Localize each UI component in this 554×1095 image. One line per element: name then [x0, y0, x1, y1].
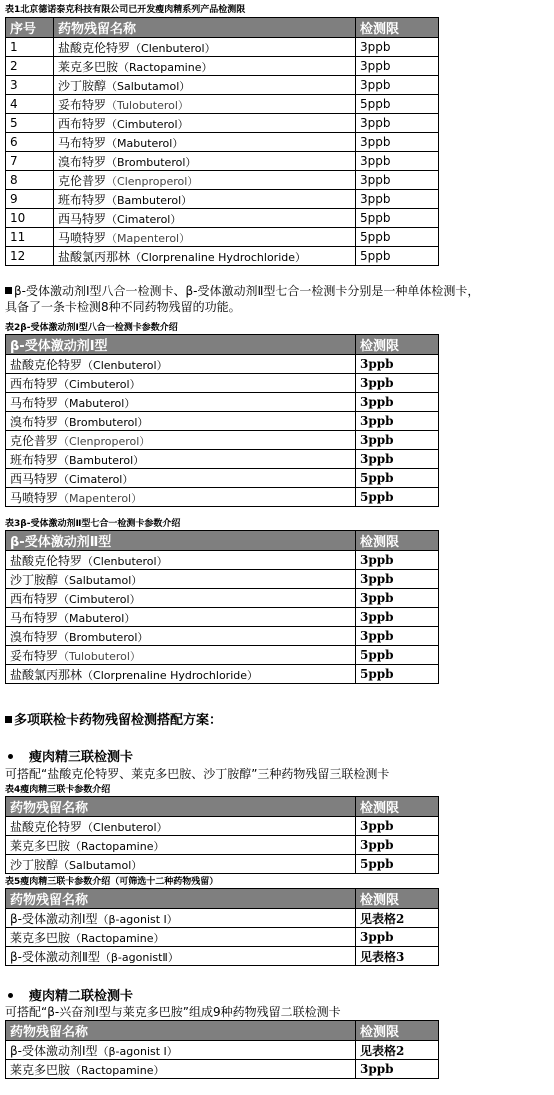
drug-name-cn: β-受体激动剂Ⅰ型: [10, 911, 98, 926]
detection-limit-cell: 5ppb: [356, 488, 439, 507]
row-number: 10: [6, 209, 54, 228]
drug-name-cn: 沙丁胺醇: [10, 572, 59, 587]
drug-name-en: （Salbutamol）: [58, 858, 143, 872]
table-row: [6, 228, 439, 247]
detection-limit-cell: 3ppb: [356, 836, 439, 855]
drug-name-en: （Cimbuterol）: [58, 592, 141, 606]
table-row: [6, 570, 439, 589]
table-row: [6, 947, 439, 966]
triple-card-desc: 可搭配“盐酸克伦特罗、莱克多巴胺、沙丁胺醇”三种药物残留三联检测卡: [5, 767, 390, 781]
drug-name-cell: [6, 412, 356, 431]
table-row: [6, 488, 439, 507]
table4-caption: 表4瘦肉精三联卡参数介绍: [5, 785, 111, 795]
drug-name-cell: [54, 228, 356, 247]
drug-name-en: （Cimaterol）: [58, 472, 134, 486]
drug-name-cell: [6, 551, 356, 570]
drug-name-cell: [6, 1060, 356, 1079]
drug-name-cell: [6, 488, 356, 507]
drug-name-en: （Clenbuterol）: [82, 554, 168, 568]
drug-name-en: （Mabuterol）: [58, 611, 136, 625]
drug-name-en: （Cimbuterol）: [106, 117, 189, 131]
drug-name-en: （Cimbuterol）: [58, 377, 141, 391]
drug-name-cell: [54, 133, 356, 152]
square-bullet-icon: [5, 716, 12, 723]
drug-name-cn: 溴布特罗: [10, 414, 59, 429]
table2-caption: 表2β-受体激动剂Ⅰ型八合一检测卡参数介绍: [5, 323, 178, 333]
table-row: [6, 665, 439, 684]
table-row: [6, 627, 439, 646]
row-number: 3: [6, 76, 54, 95]
column-header: 药物残留名称: [6, 797, 356, 817]
column-header: 检测限: [356, 531, 439, 551]
detection-limit-cell: 3ppb: [356, 1060, 439, 1079]
column-header: 药物残留名称: [6, 1021, 356, 1041]
column-header: 检测限: [356, 797, 439, 817]
table-row: [6, 646, 439, 665]
drug-name-cn: 莱克多巴胺: [58, 59, 119, 74]
detection-limit-cell: 3ppb: [356, 412, 439, 431]
table-row: [6, 817, 439, 836]
row-number: 6: [6, 133, 54, 152]
drug-name-cell: [6, 646, 356, 665]
table-row: [6, 190, 439, 209]
drug-name-cell: [54, 95, 356, 114]
table-row: [6, 450, 439, 469]
column-header: β-受体激动剂Ⅰ型: [6, 335, 356, 355]
detection-limit-cell: 3ppb: [356, 589, 439, 608]
intro-line2: 具备了一条卡检测8种不同药物残留的功能。: [5, 300, 241, 314]
drug-name-en: （Brombuterol）: [106, 155, 197, 169]
drug-name-en: （Clorprenaline Hydrochloride）: [82, 668, 259, 682]
square-bullet-icon: [5, 287, 12, 294]
bullet-dot-icon: [8, 993, 13, 998]
drug-name-cn: 马喷特罗: [58, 230, 107, 245]
column-header: 检测限: [356, 889, 439, 909]
intro-paragraph: [5, 283, 553, 315]
table-row: [6, 355, 439, 374]
table-row: [6, 374, 439, 393]
drug-name-cn: 克伦普罗: [10, 433, 59, 448]
row-number: 7: [6, 152, 54, 171]
drug-name-cell: [6, 928, 356, 947]
detection-limit-cell: 3ppb: [356, 190, 439, 209]
drug-name-cell: [6, 589, 356, 608]
table-row: [6, 608, 439, 627]
drug-name-cell: [6, 1041, 356, 1060]
drug-name-cell: [6, 665, 356, 684]
drug-name-cn: 盐酸氯丙那林: [58, 249, 131, 264]
drug-name-cn: 盐酸氯丙那林: [10, 667, 83, 682]
drug-name-cn: 沙丁胺醇: [10, 857, 59, 872]
drug-name-cell: [54, 38, 356, 57]
triple-card-title: 瘦肉精三联检测卡: [8, 746, 133, 765]
detection-limit-cell: 3ppb: [356, 374, 439, 393]
detection-limit-cell: 3ppb: [356, 928, 439, 947]
drug-name-cn: 班布特罗: [10, 452, 59, 467]
drug-name-cn: 马喷特罗: [10, 490, 59, 505]
detection-limit-cell: 3ppb: [356, 171, 439, 190]
table-row: [6, 589, 439, 608]
drug-name-cell: [6, 909, 356, 928]
detection-limit-cell: 5ppb: [356, 228, 439, 247]
detection-limit-cell: 3ppb: [356, 570, 439, 589]
drug-name-cell: [6, 836, 356, 855]
detection-limit-cell: 3ppb: [356, 627, 439, 646]
drug-name-cell: [6, 374, 356, 393]
drug-name-cell: [6, 855, 356, 874]
drug-name-en: （Bambuterol）: [106, 193, 193, 207]
detection-limit-cell: 5ppb: [356, 95, 439, 114]
detection-limit-cell: 3ppb: [356, 355, 439, 374]
drug-name-cell: [54, 171, 356, 190]
row-number: 9: [6, 190, 54, 209]
detection-limit-cell: 5ppb: [356, 855, 439, 874]
column-header: 序号: [6, 18, 54, 38]
drug-name-cell: [6, 431, 356, 450]
drug-name-cn: 盐酸克伦特罗: [10, 553, 83, 568]
detection-limit-cell: 5ppb: [356, 646, 439, 665]
drug-name-cell: [54, 152, 356, 171]
detection-limit-cell: 3ppb: [356, 38, 439, 57]
table-row: [6, 393, 439, 412]
drug-name-cn: 溴布特罗: [10, 629, 59, 644]
table-row: [6, 114, 439, 133]
double-card-title: 瘦肉精二联检测卡: [8, 985, 133, 1004]
beta-agonist-2-table: [5, 530, 439, 684]
table3-caption: 表3β-受体激动剂Ⅱ型七合一检测卡参数介绍: [5, 519, 181, 529]
drug-name-en: （β-agonistⅡ）: [99, 950, 179, 964]
table-header-row: [6, 1021, 439, 1041]
column-header: 药物残留名称: [6, 889, 356, 909]
drug-name-en: （Ractopamine）: [70, 931, 165, 945]
drug-name-en: （Mapenterol）: [58, 491, 143, 505]
table-row: [6, 469, 439, 488]
drug-name-en: （Brombuterol）: [58, 415, 149, 429]
row-number: 8: [6, 171, 54, 190]
row-number: 12: [6, 247, 54, 266]
detection-limit-cell: 3ppb: [356, 133, 439, 152]
triple-card-params-table: [5, 888, 439, 966]
row-number: 1: [6, 38, 54, 57]
table-header-row: [6, 889, 439, 909]
table-row: [6, 57, 439, 76]
drug-name-en: （Ractopamine）: [118, 60, 213, 74]
table-header-row: [6, 18, 439, 38]
table-header-row: [6, 335, 439, 355]
drug-name-cell: [6, 469, 356, 488]
detection-limit-cell: 3ppb: [356, 393, 439, 412]
table-row: [6, 1041, 439, 1060]
drug-name-en: （Ractopamine）: [70, 839, 165, 853]
drug-name-cell: [6, 570, 356, 589]
drug-name-cn: 盐酸克伦特罗: [58, 40, 131, 55]
detection-limit-cell: 3ppb: [356, 152, 439, 171]
triple-card-table: [5, 796, 439, 874]
detection-limit-cell: 见表格3: [356, 947, 439, 966]
table-row: [6, 855, 439, 874]
row-number: 2: [6, 57, 54, 76]
drug-name-cn: 克伦普罗: [58, 173, 107, 188]
drug-name-cell: [54, 190, 356, 209]
double-card-desc: 可搭配“β-兴奋剂Ⅰ型与莱克多巴胺”组成9种药物残留二联检测卡: [5, 1005, 341, 1019]
table-row: [6, 95, 439, 114]
detection-limit-cell: 3ppb: [356, 76, 439, 95]
drug-name-en: （β-agonist Ⅰ）: [97, 912, 178, 926]
table-header-row: [6, 531, 439, 551]
column-header: 检测限: [356, 1021, 439, 1041]
drug-name-en: （Clenproperol）: [106, 174, 199, 188]
table-row: [6, 412, 439, 431]
drug-name-cell: [54, 114, 356, 133]
drug-name-en: （Clenbuterol）: [82, 358, 168, 372]
drug-name-cn: 西马特罗: [10, 471, 59, 486]
detection-limit-cell: 3ppb: [356, 114, 439, 133]
table-row: [6, 909, 439, 928]
drug-name-en: （Mapenterol）: [106, 231, 191, 245]
drug-name-en: （Tulobuterol）: [106, 98, 189, 112]
detection-limit-cell: 5ppb: [356, 209, 439, 228]
drug-name-cn: 班布特罗: [58, 192, 107, 207]
section-title: 多项联检卡药物残留检测搭配方案：: [5, 709, 222, 728]
drug-name-cell: [54, 209, 356, 228]
table-row: [6, 836, 439, 855]
table-row: [6, 76, 439, 95]
table-row: [6, 551, 439, 570]
drug-name-cell: [54, 76, 356, 95]
row-number: 5: [6, 114, 54, 133]
drug-name-cell: [6, 608, 356, 627]
table-row: [6, 928, 439, 947]
table-row: [6, 133, 439, 152]
drug-name-cn: 溴布特罗: [58, 154, 107, 169]
column-header: 检测限: [356, 18, 439, 38]
drug-name-cn: 马布特罗: [10, 610, 59, 625]
drug-name-cn: 西马特罗: [58, 211, 107, 226]
table-row: [6, 209, 439, 228]
drug-name-cn: 妥布特罗: [58, 97, 107, 112]
drug-name-cn: 马布特罗: [10, 395, 59, 410]
double-card-table: [5, 1020, 439, 1079]
drug-name-cn: 莱克多巴胺: [10, 1062, 71, 1077]
column-header: 检测限: [356, 335, 439, 355]
drug-name-en: （Cimaterol）: [106, 212, 182, 226]
table-row: [6, 1060, 439, 1079]
drug-name-en: （Salbutamol）: [58, 573, 143, 587]
drug-name-en: （Mabuterol）: [106, 136, 184, 150]
drug-name-en: （Clenproperol）: [58, 434, 151, 448]
drug-name-en: （Clenbuterol）: [82, 820, 168, 834]
drug-name-en: （Ractopamine）: [70, 1063, 165, 1077]
drug-name-cell: [6, 817, 356, 836]
column-header: 药物残留名称: [54, 18, 356, 38]
drug-name-cn: β-受体激动剂Ⅱ型: [10, 949, 100, 964]
products-table: [5, 17, 439, 266]
detection-limit-cell: 3ppb: [356, 608, 439, 627]
drug-name-cn: 妥布特罗: [10, 648, 59, 663]
detection-limit-cell: 见表格2: [356, 909, 439, 928]
drug-name-cn: 沙丁胺醇: [58, 78, 107, 93]
drug-name-cn: 莱克多巴胺: [10, 838, 71, 853]
bullet-dot-icon: [8, 754, 13, 759]
table-row: [6, 431, 439, 450]
table-row: [6, 38, 439, 57]
drug-name-cell: [6, 627, 356, 646]
drug-name-cn: 西布特罗: [10, 376, 59, 391]
drug-name-en: （Salbutamol）: [106, 79, 191, 93]
drug-name-en: （Clenbuterol）: [130, 41, 216, 55]
drug-name-en: （Bambuterol）: [58, 453, 145, 467]
table-row: [6, 171, 439, 190]
drug-name-en: （Mabuterol）: [58, 396, 136, 410]
drug-name-cell: [6, 450, 356, 469]
drug-name-cn: 盐酸克伦特罗: [10, 357, 83, 372]
detection-limit-cell: 3ppb: [356, 431, 439, 450]
drug-name-cell: [6, 355, 356, 374]
drug-name-cn: 马布特罗: [58, 135, 107, 150]
drug-name-cell: [6, 947, 356, 966]
intro-line1: β-受体激动剂Ⅰ型八合一检测卡、β-受体激动剂Ⅱ型七合一检测卡分别是一种单体检测卡，: [14, 284, 480, 298]
table-row: [6, 247, 439, 266]
drug-name-cn: 西布特罗: [58, 116, 107, 131]
row-number: 4: [6, 95, 54, 114]
row-number: 11: [6, 228, 54, 247]
table5-caption: 表5瘦肉精三联卡参数介绍（可筛选十二种药物残留）: [5, 877, 219, 887]
drug-name-en: （Brombuterol）: [58, 630, 149, 644]
detection-limit-cell: 见表格2: [356, 1041, 439, 1060]
detection-limit-cell: 5ppb: [356, 247, 439, 266]
table1-caption: 表1北京德诺泰克科技有限公司已开发瘦肉精系列产品检测限: [5, 5, 246, 15]
detection-limit-cell: 3ppb: [356, 450, 439, 469]
table-header-row: [6, 797, 439, 817]
drug-name-cell: [54, 247, 356, 266]
detection-limit-cell: 3ppb: [356, 551, 439, 570]
drug-name-cn: β-受体激动剂Ⅰ型: [10, 1043, 98, 1058]
detection-limit-cell: 3ppb: [356, 817, 439, 836]
detection-limit-cell: 5ppb: [356, 469, 439, 488]
detection-limit-cell: 3ppb: [356, 57, 439, 76]
drug-name-cell: [54, 57, 356, 76]
drug-name-en: （Clorprenaline Hydrochloride）: [130, 250, 307, 264]
table-row: [6, 152, 439, 171]
column-header: β-受体激动剂Ⅱ型: [6, 531, 356, 551]
drug-name-en: （Tulobuterol）: [58, 649, 141, 663]
drug-name-cell: [6, 393, 356, 412]
drug-name-cn: 盐酸克伦特罗: [10, 819, 83, 834]
detection-limit-cell: 5ppb: [356, 665, 439, 684]
drug-name-en: （β-agonist Ⅰ）: [97, 1044, 178, 1058]
beta-agonist-1-table: [5, 334, 439, 507]
drug-name-cn: 莱克多巴胺: [10, 930, 71, 945]
drug-name-cn: 西布特罗: [10, 591, 59, 606]
